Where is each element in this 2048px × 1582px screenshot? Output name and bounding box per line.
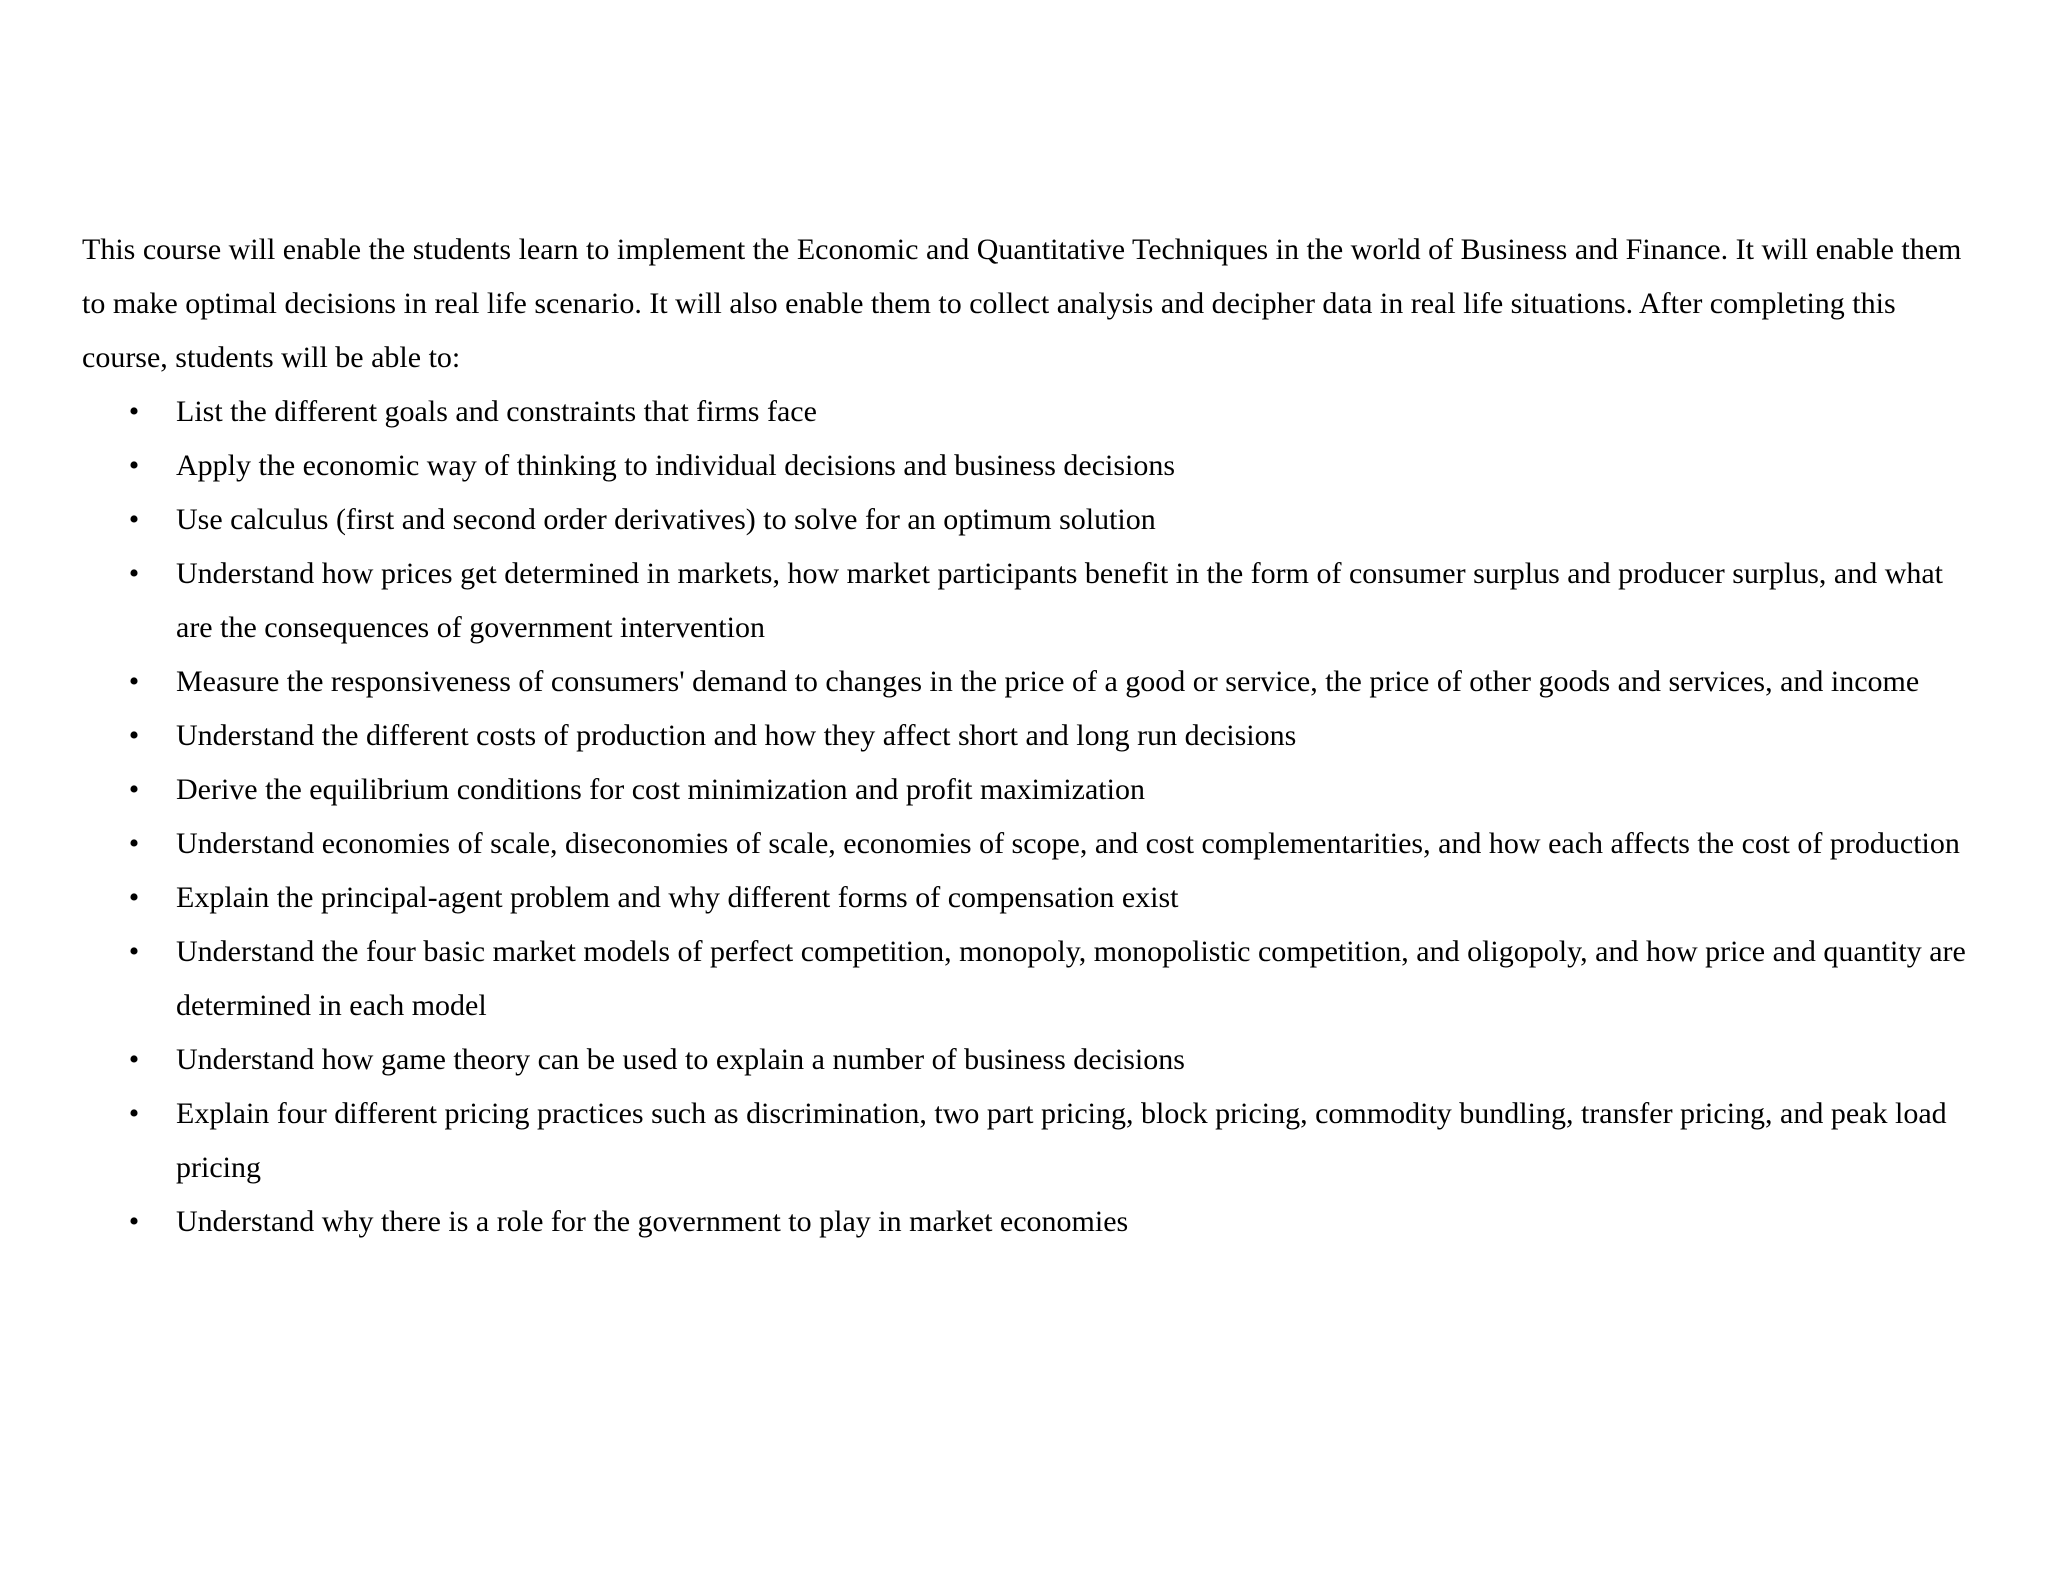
list-item	[82, 709, 1982, 763]
bullet-icon: •	[128, 449, 140, 482]
bullet-icon: •	[128, 665, 140, 698]
list-item	[82, 763, 1982, 817]
list-item-text: Apply the economic way of thinking to individual decisions and business decisions	[176, 449, 1176, 482]
list-item	[82, 547, 1982, 655]
list-item	[82, 1087, 1982, 1195]
bullet-icon: •	[128, 773, 140, 806]
bullet-icon: •	[128, 557, 140, 590]
list-item	[82, 817, 1982, 871]
list-item-text: Measure the responsiveness of consumers' demand to changes in the price of a good or service, the price of other goods and services, and income	[176, 665, 1920, 698]
bullet-icon: •	[128, 881, 140, 914]
list-item-text: Use calculus (first and second order derivatives) to solve for an optimum solution	[176, 503, 1156, 536]
intro-paragraph: This course will enable the students learn to implement the Economic and Quantitative Techniques in the world of Business and Finance. It will enable them to make optimal decisions in real life scenario. It will also enable them to collect analysis and decipher data in real life situations. After completing this course, students will be able to:	[82, 233, 1962, 374]
bullet-icon: •	[128, 719, 140, 752]
list-item-text: Understand how game theory can be used to explain a number of business decisions	[176, 1043, 1185, 1076]
list-item	[82, 439, 1982, 493]
list-item	[82, 385, 1982, 439]
bullet-icon: •	[128, 503, 140, 536]
list-item	[82, 655, 1982, 709]
learning-outcomes-list	[82, 385, 1982, 1249]
list-item	[82, 871, 1982, 925]
bullet-icon: •	[128, 935, 140, 968]
list-item	[82, 493, 1982, 547]
bullet-icon: •	[128, 827, 140, 860]
list-item-text: Understand the different costs of production and how they affect short and long run decisions	[176, 719, 1297, 752]
list-item-text: List the different goals and constraints that firms face	[176, 395, 817, 428]
bullet-icon: •	[128, 1205, 140, 1238]
list-item	[82, 1195, 1982, 1249]
bullet-icon: •	[128, 1043, 140, 1076]
list-item-text: Explain the principal-agent problem and why different forms of compensation exist	[176, 881, 1179, 914]
list-item-text: Understand economies of scale, diseconomies of scale, economies of scope, and cost complementarities, and how each affects the cost of production	[176, 827, 1960, 860]
list-item-text: Understand the four basic market models of perfect competition, monopoly, monopolistic competition, and oligopoly, and how price and quantity are determined in each model	[176, 935, 1966, 1022]
list-item-text: Derive the equilibrium conditions for cost minimization and profit maximization	[176, 773, 1145, 806]
list-item-text: Understand how prices get determined in markets, how market participants benefit in the form of consumer surplus and producer surplus, and what are the consequences of government intervention	[176, 557, 1944, 644]
list-item	[82, 925, 1982, 1033]
list-item-text: Understand why there is a role for the government to play in market economies	[176, 1205, 1129, 1238]
list-item	[82, 1033, 1982, 1087]
bullet-icon: •	[128, 1097, 140, 1130]
document-body	[82, 223, 1982, 1249]
list-item-text: Explain four different pricing practices such as discrimination, two part pricing, block pricing, commodity bundling, transfer pricing, and peak load pricing	[176, 1097, 1947, 1184]
bullet-icon: •	[128, 395, 140, 428]
